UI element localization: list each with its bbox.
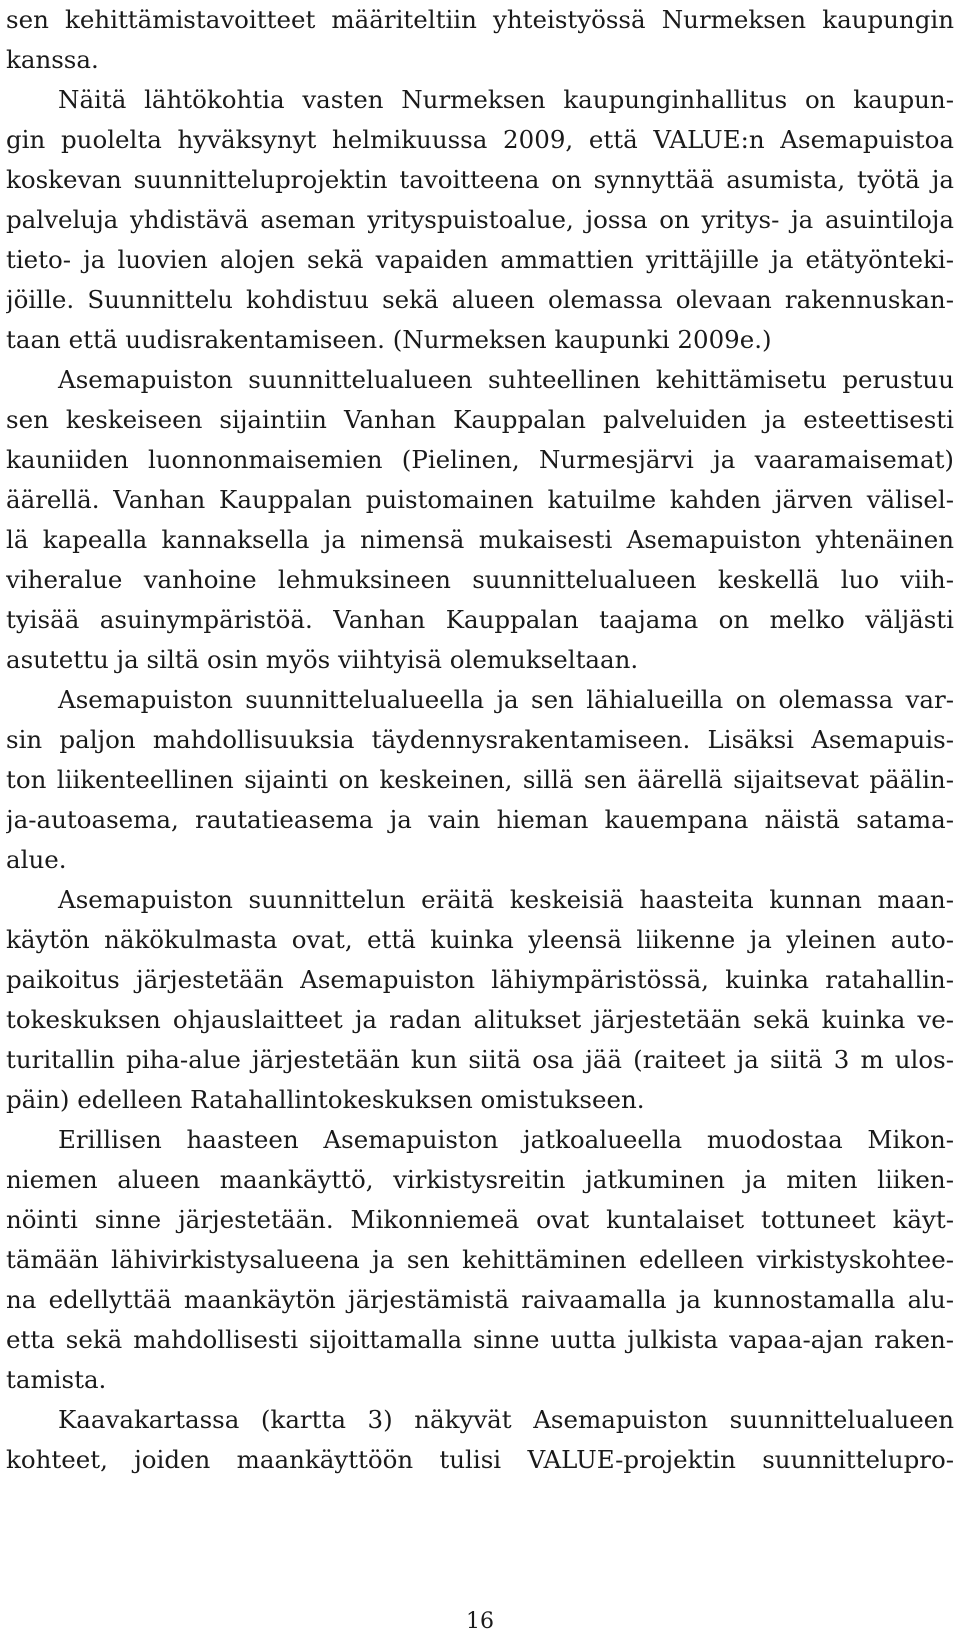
paragraph-start-line: Asemapuiston suunnittelun eräitä keskeisiä haasteita kunnan maan- [58, 885, 954, 914]
text-line: lä kapealla kannaksella ja nimensä mukaisesti Asemapuiston yhtenäinen [6, 525, 954, 554]
page-number: 16 [466, 1609, 494, 1634]
text-line: paikoitus järjestetään Asemapuiston lähiympäristössä, kuinka ratahallin- [6, 965, 954, 994]
text-line: asutettu ja siltä osin myös viihtyisä olemukseltaan. [6, 645, 639, 674]
text-line: äärellä. Vanhan Kauppalan puistomainen katuilme kahden järven välisel- [6, 485, 954, 514]
text-line: ja-autoasema, rautatieasema ja vain hieman kauempana näistä satama- [6, 805, 954, 834]
text-line: jöille. Suunnittelu kohdistuu sekä alueen olemassa olevaan rakennuskan- [6, 285, 954, 314]
text-line: käytön näkökulmasta ovat, että kuinka yleensä liikenne ja yleinen auto- [6, 925, 954, 954]
text-line: sin paljon mahdollisuuksia täydennysrakentamiseen. Lisäksi Asemapuis- [6, 725, 954, 754]
paragraph-start-line: Näitä lähtökohtia vasten Nurmeksen kaupunginhallitus on kaupun- [58, 85, 954, 114]
paragraph-start-line: Asemapuiston suunnittelualueen suhteellinen kehittämisetu perustuu [58, 365, 954, 394]
text-line: sen keskeiseen sijaintiin Vanhan Kauppalan palveluiden ja esteettisesti [6, 405, 954, 434]
text-line: tyisää asuinympäristöä. Vanhan Kauppalan taajama on melko väljästi [6, 605, 954, 634]
text-line: kauniiden luonnonmaisemien (Pielinen, Nurmesjärvi ja vaaramaisemat) [6, 445, 954, 474]
paragraph-start-line: Asemapuiston suunnittelualueella ja sen lähialueilla on olemassa var- [58, 685, 954, 714]
text-line: päin) edelleen Ratahallintokeskuksen omistukseen. [6, 1085, 645, 1114]
text-line: nöinti sinne järjestetään. Mikonniemeä ovat kuntalaiset tottuneet käyt- [6, 1205, 954, 1234]
text-line: tamista. [6, 1365, 107, 1394]
text-line: viheralue vanhoine lehmuksineen suunnittelualueen keskellä luo viih- [6, 565, 954, 594]
text-line: koskevan suunnitteluprojektin tavoitteena on synnyttää asumista, työtä ja [6, 165, 954, 194]
paragraph-start-line: Kaavakartassa (kartta 3) näkyvät Asemapuiston suunnittelualueen [58, 1405, 954, 1434]
text-line: palveluja yhdistävä aseman yrityspuistoalue, jossa on yritys- ja asuintiloja [6, 205, 954, 234]
text-line: taan että uudisrakentamiseen. (Nurmeksen kaupunki 2009e.) [6, 325, 772, 354]
text-line: sen kehittämistavoitteet määriteltiin yhteistyössä Nurmeksen kaupungin [6, 5, 954, 34]
text-line: tieto- ja luovien alojen sekä vapaiden ammattien yrittäjille ja etätyönteki- [6, 245, 954, 274]
text-line: ton liikenteellinen sijainti on keskeinen, sillä sen äärellä sijaitsevat päälin- [6, 765, 954, 794]
text-line: niemen alueen maankäyttö, virkistysreitin jatkuminen ja miten liiken- [6, 1165, 954, 1194]
text-line: tokeskuksen ohjauslaitteet ja radan alitukset järjestetään sekä kuinka ve- [6, 1005, 954, 1034]
text-line: kohteet, joiden maankäyttöön tulisi VALUE-projektin suunnittelupro- [6, 1445, 954, 1474]
paragraph-start-line: Erillisen haasteen Asemapuiston jatkoalueella muodostaa Mikon- [58, 1125, 954, 1154]
text-line: etta sekä mahdollisesti sijoittamalla sinne uutta julkista vapaa-ajan raken- [6, 1325, 954, 1354]
text-line: na edellyttää maankäytön järjestämistä raivaamalla ja kunnostamalla alu- [6, 1285, 954, 1314]
text-line: tämään lähivirkistysalueena ja sen kehittäminen edelleen virkistyskohtee- [6, 1245, 954, 1274]
text-line: alue. [6, 845, 67, 874]
text-line: turitallin piha-alue järjestetään kun siitä osa jää (raiteet ja siitä 3 m ulos- [6, 1045, 954, 1074]
text-line: kanssa. [6, 45, 99, 74]
text-line: gin puolelta hyväksynyt helmikuussa 2009, että VALUE:n Asemapuistoa [6, 125, 954, 154]
document-page [6, 0, 954, 1600]
